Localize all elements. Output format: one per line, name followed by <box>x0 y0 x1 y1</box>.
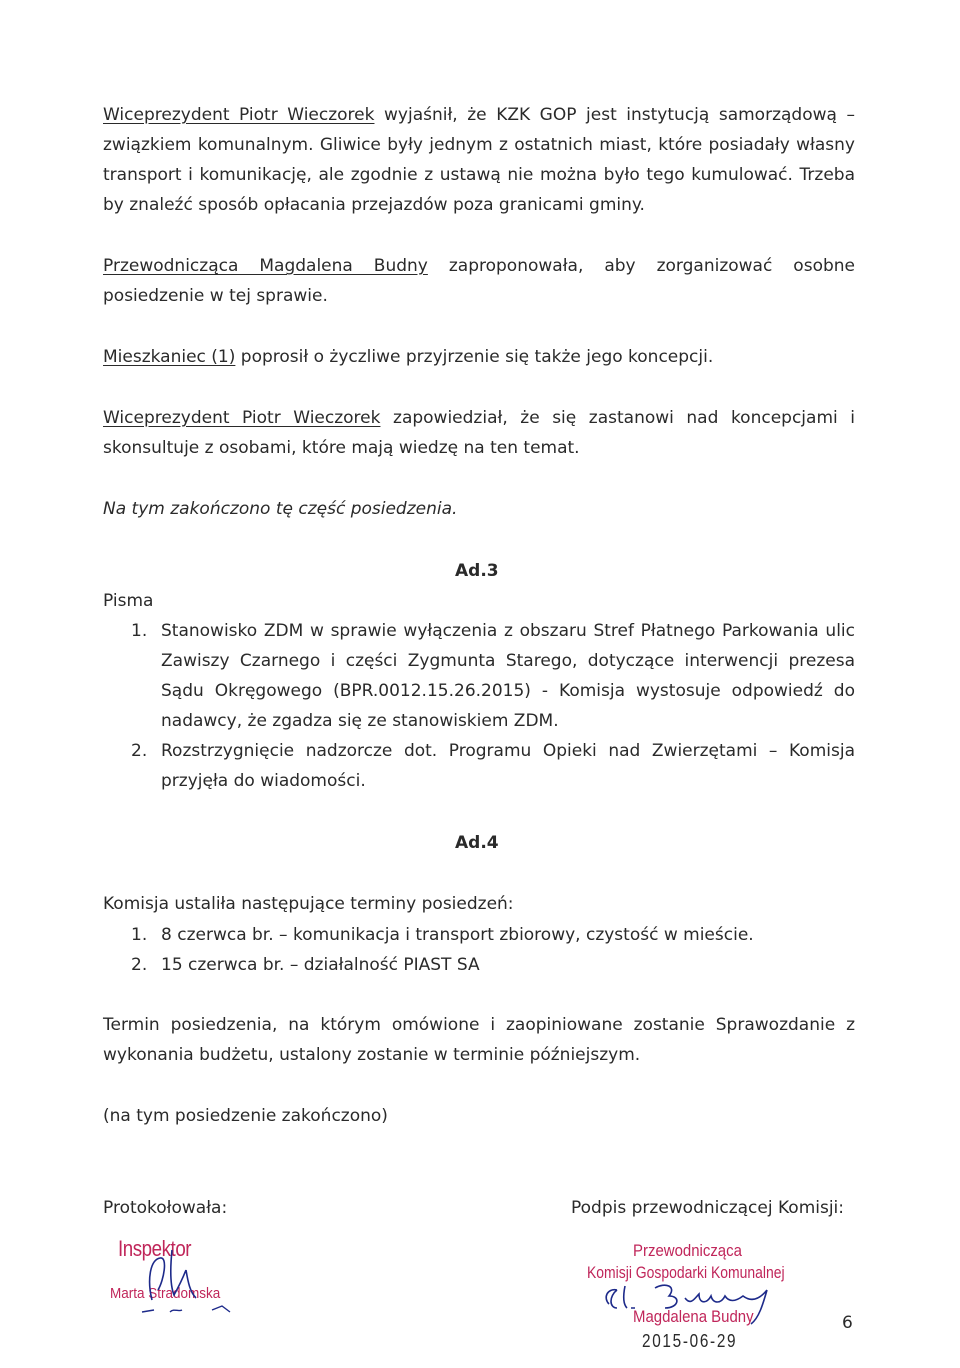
paragraph-text: wyjaśnił, że KZK GOP jest instytucją samorządową – związkiem komunalnym. Gliwice były jednym z ostatnich miast, które posiadały własny transport i komunikację, ale zgodnie z ustawą nie można było tego kumulować. Trzeba by znaleźć sposób opłacania przejazdów poza granicami gminy. <box>103 105 855 215</box>
chair-signature <box>595 1278 795 1328</box>
speaker-name: Wiceprezydent Piotr Wieczorek <box>103 408 381 428</box>
stamp-name: Magdalena Budny <box>633 1307 754 1326</box>
budget-report-note: Termin posiedzenia, na którym omówione i zaopiniowane zostanie Sprawozdanie z wykonania budżetu, ustalony zostanie w terminie późniejszym. <box>103 1015 855 1065</box>
paragraph-text: poprosił o życzliwe przyjrzenie się także jego koncepcji. <box>235 347 714 367</box>
list-item <box>103 920 855 950</box>
stamp-title: Przewodnicząca <box>633 1241 742 1260</box>
schedule-intro: Komisja ustaliła następujące terminy posiedzeń: <box>103 894 514 914</box>
closing-note: Na tym zakończono tę część posiedzenia. <box>103 499 458 519</box>
list-item <box>103 616 855 736</box>
paragraph-4 <box>103 403 855 463</box>
letters-list <box>103 616 855 796</box>
list-item <box>103 736 855 796</box>
recorder-label: Protokołowała: <box>103 1198 228 1218</box>
paragraph-1 <box>103 100 855 220</box>
paragraph-2 <box>103 251 855 311</box>
paragraph-3 <box>103 342 855 372</box>
stamp-title: Inspektor <box>118 1236 192 1261</box>
list-item-text: Rozstrzygnięcie nadzorcze dot. Programu Opieki nad Zwierzętami – Komisja przyjęła do wiadomości. <box>161 741 855 791</box>
recorder-signature <box>112 1240 252 1320</box>
paragraph-text: zaproponowała, aby zorganizować osobne posiedzenie w tej sprawie. <box>103 256 855 306</box>
list-item <box>103 950 855 980</box>
list-item-number: 2. <box>131 741 148 761</box>
stamp-name: Marta Stradomska <box>110 1285 221 1302</box>
paragraph-text: zapowiedział, że się zastanowi nad koncepcjami i skonsultuje z osobami, które mają wiedzę na ten temat. <box>103 408 855 458</box>
section-heading-ad4: Ad.4 <box>455 833 499 853</box>
chair-signature-label: Podpis przewodniczącej Komisji: <box>571 1198 845 1218</box>
stamp-committee: Komisji Gospodarki Komunalnej <box>587 1263 785 1282</box>
letters-label: Pisma <box>103 591 154 611</box>
list-item-text: Stanowisko ZDM w sprawie wyłączenia z obszaru Stref Płatnego Parkowania ulic Zawiszy Czarnego i części Zygmunta Starego, dotyczące interwencji prezesa Sądu Okręgowego (BPR.0012.15.26.2015) - Komisja wystosuje odpowiedź do nadawcy, że zgadza się ze stanowiskiem ZDM. <box>161 621 855 731</box>
list-item-number: 1. <box>131 925 148 945</box>
list-item-text: 8 czerwca br. – komunikacja i transport zbiorowy, czystość w mieście. <box>161 925 754 945</box>
speaker-name: Przewodnicząca Magdalena Budny <box>103 256 428 276</box>
speaker-name: Mieszkaniec (1) <box>103 347 236 367</box>
page-number: 6 <box>842 1313 853 1333</box>
handwritten-date: 2015-06-29 <box>642 1331 738 1351</box>
meeting-closed-note: (na tym posiedzenie zakończono) <box>103 1106 388 1126</box>
list-item-number: 1. <box>131 621 148 641</box>
schedule-list <box>103 920 855 980</box>
list-item-text: 15 czerwca br. – działalność PIAST SA <box>161 955 480 975</box>
list-item-number: 2. <box>131 955 148 975</box>
section-heading-ad3: Ad.3 <box>455 561 499 581</box>
speaker-name: Wiceprezydent Piotr Wieczorek <box>103 105 375 125</box>
